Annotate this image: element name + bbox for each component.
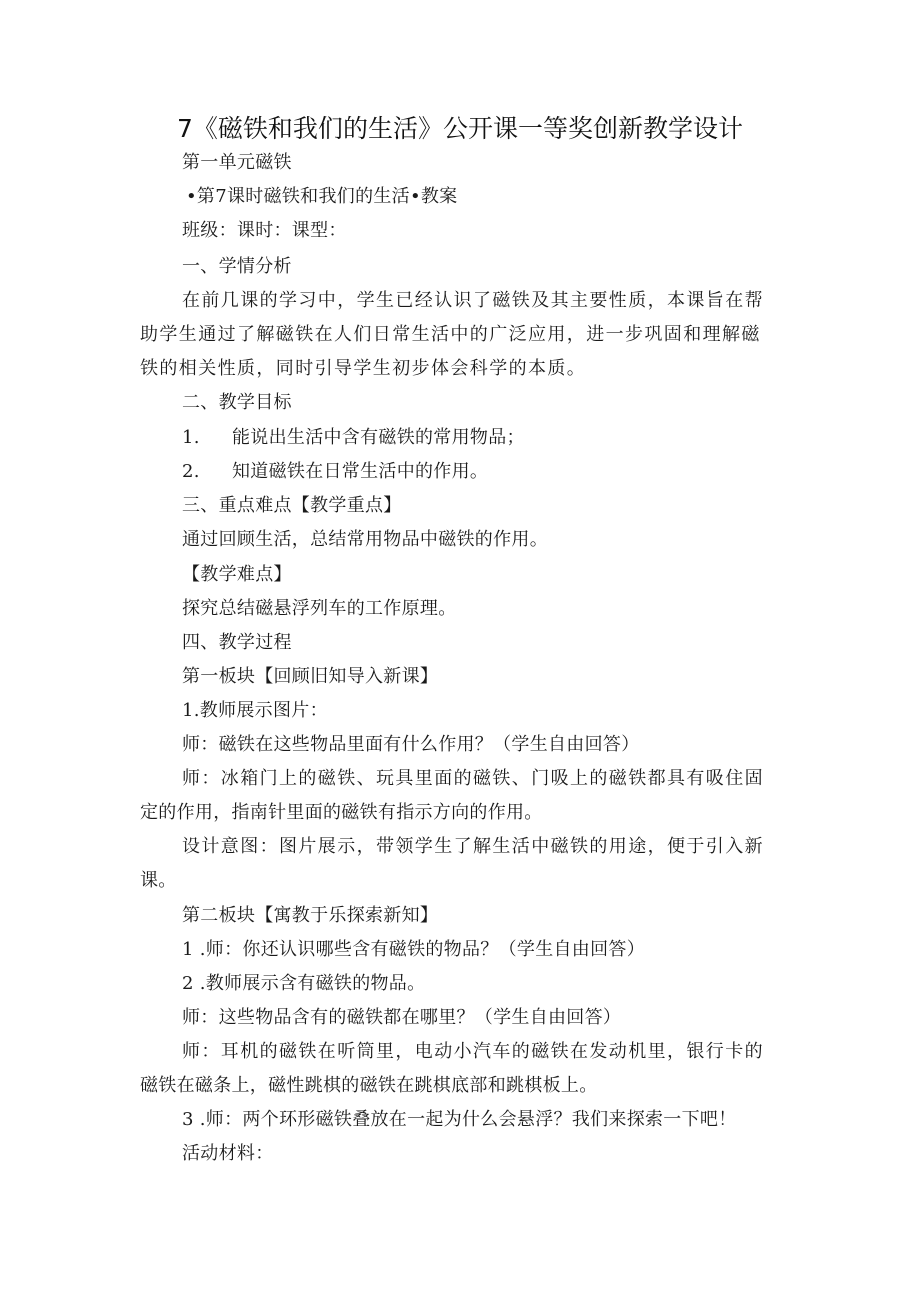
lesson-subtitle: •第7课时磁铁和我们的生活•教案: [186, 186, 458, 207]
paragraph-line: 活动材料：: [182, 1143, 274, 1164]
paragraph-line: 师：耳机的磁铁在听筒里，电动小汽车的磁铁在发动机里，银行卡的: [182, 1041, 764, 1062]
paragraph-line: 师：冰箱门上的磁铁、玩具里面的磁铁、门吸上的磁铁都具有吸住固: [182, 768, 764, 789]
paragraph-line: 在前几课的学习中，学生已经认识了磁铁及其主要性质，本课旨在帮: [182, 290, 764, 311]
paragraph-line: 铁的相关性质，同时引导学生初步体会科学的本质。: [140, 358, 587, 379]
block-heading-two: 第二板块【寓教于乐探索新知】: [182, 905, 439, 926]
paragraph-line: 1 .师：你还认识哪些含有磁铁的物品？（学生自由回答）: [182, 939, 645, 960]
section-heading-analysis: 一、学情分析: [182, 256, 292, 277]
objective-number: 2.: [182, 461, 200, 482]
section-heading-key-points: 三、重点难点【教学重点】: [182, 495, 402, 516]
objective-number: 1.: [182, 427, 200, 448]
paragraph-line: 探究总结磁悬浮列车的工作原理。: [182, 598, 457, 619]
paragraph-line: 师：这些物品含有的磁铁都在哪里？（学生自由回答）: [182, 1007, 622, 1028]
unit-heading: 第一单元磁铁: [182, 152, 292, 173]
subheading-difficulty: 【教学难点】: [182, 564, 292, 585]
paragraph-line: 助学生通过了解磁铁在人们日常生活中的广泛应用，进一步巩固和理解磁: [140, 324, 761, 345]
objective-item: [182, 425, 525, 451]
paragraph-line: 通过回顾生活，总结常用物品中磁铁的作用。: [182, 529, 548, 550]
paragraph-line: 1.教师展示图片：: [182, 700, 328, 721]
objective-item: [182, 459, 488, 485]
paragraph-line: 3 .师：两个环形磁铁叠放在一起为什么会悬浮？我们来探索一下吧！: [182, 1109, 737, 1130]
objective-text: 知道磁铁在日常生活中的作用。: [232, 461, 489, 482]
document-title: 7《磁铁和我们的生活》公开课一等奖创新教学设计: [177, 114, 743, 143]
block-heading-one: 第一板块【回顾旧知导入新课】: [182, 666, 439, 687]
section-heading-process: 四、教学过程: [182, 632, 292, 653]
paragraph-line: 师：磁铁在这些物品里面有什么作用？（学生自由回答）: [182, 734, 640, 755]
class-info-line: 班级：课时：课型：: [182, 220, 347, 241]
paragraph-line: 定的作用，指南针里面的磁铁有指示方向的作用。: [140, 802, 543, 823]
paragraph-line: 2 .教师展示含有磁铁的物品。: [182, 973, 426, 994]
section-heading-objectives: 二、教学目标: [182, 392, 292, 413]
paragraph-line: 课。: [140, 870, 177, 891]
paragraph-line: 磁铁在磁条上，磁性跳棋的磁铁在跳棋底部和跳棋板上。: [140, 1075, 598, 1096]
paragraph-line: 设计意图：图片展示，带领学生了解生活中磁铁的用途，便于引入新: [182, 836, 764, 857]
objective-text: 能说出生活中含有磁铁的常用物品；: [232, 427, 525, 448]
